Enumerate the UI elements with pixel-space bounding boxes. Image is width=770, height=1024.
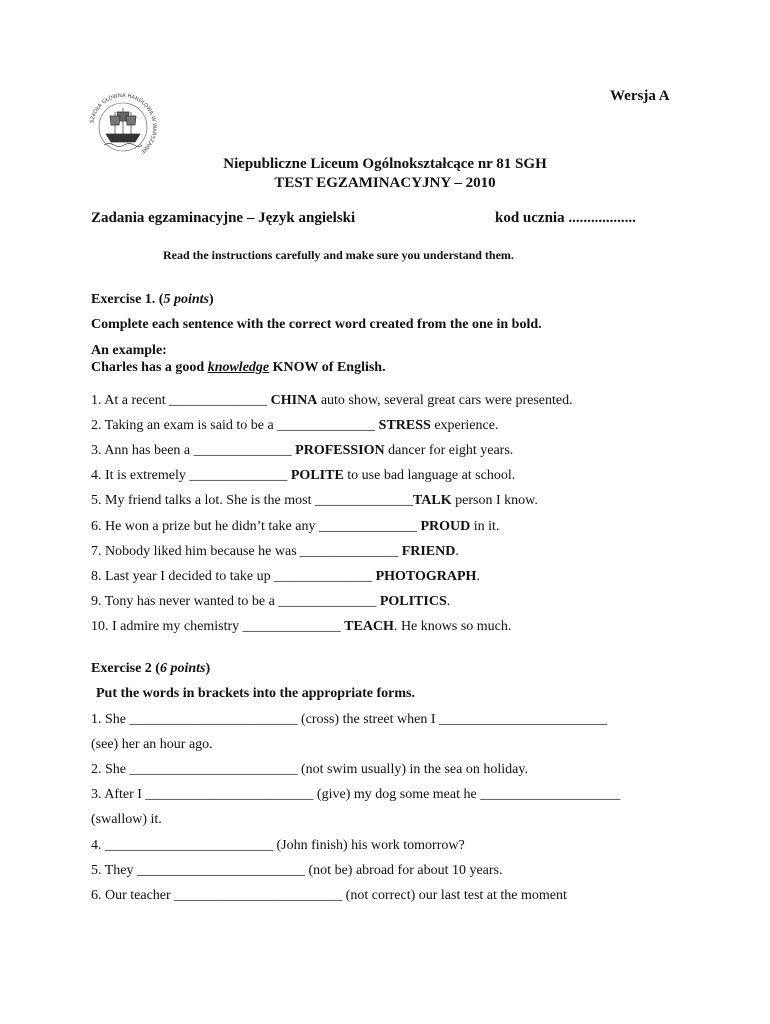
item-text: He won a prize but he didn’t take any ______________ xyxy=(105,518,421,534)
exercise1-item xyxy=(91,493,538,509)
item-number: 3. xyxy=(91,443,105,459)
item-text-end: person I know. xyxy=(451,493,538,509)
item-text: Last year I decided to take up ______________ xyxy=(105,568,376,584)
exercise1-item xyxy=(91,393,573,409)
item-text: I admire my chemistry ______________ xyxy=(112,618,345,634)
item-text-end: . He knows so much. xyxy=(393,618,512,634)
subject-heading: Zadania egzaminacyjne – Język angielski xyxy=(91,210,356,226)
item-number: 6. xyxy=(91,518,105,534)
seal-ring-text: SZKOŁA GŁÓWNA HANDLOWA W WARSZAWIE xyxy=(89,92,158,155)
item-keyword: POLITE xyxy=(290,468,344,484)
item-text-end: . xyxy=(455,543,459,559)
student-code-field: kod ucznia .................. xyxy=(495,210,636,226)
item-text: Tony has never wanted to be a ______________ xyxy=(104,593,380,609)
item-keyword: STRESS xyxy=(378,418,431,434)
exercise2-line: 5. They ________________________ (not be) abroad for about 10 years. xyxy=(91,862,503,878)
exercise2-line: (swallow) it. xyxy=(91,812,162,828)
exercise1-item xyxy=(91,443,513,459)
exercise2-instruction: Put the words in brackets into the appropriate forms. xyxy=(96,686,416,701)
exercise2-points: 6 points xyxy=(159,661,206,676)
item-keyword: TEACH xyxy=(344,618,394,634)
exercise2-line: 4. ________________________ (John finish) his work tomorrow? xyxy=(91,837,465,853)
item-keyword: PROUD xyxy=(420,518,471,534)
item-text-end: . xyxy=(446,593,451,609)
item-number: 5. xyxy=(91,493,105,509)
school-name: Niepubliczne Liceum Ogólnokształcące nr 81 SGH xyxy=(223,156,547,172)
exercise2-line: (see) her an hour ago. xyxy=(91,737,213,753)
exercise1-item xyxy=(91,468,515,484)
item-keyword: PHOTOGRAPH xyxy=(375,568,477,584)
item-text: Ann has been a ______________ xyxy=(104,443,296,459)
item-keyword: TALK xyxy=(412,493,452,509)
item-keyword: POLITICS xyxy=(379,593,447,609)
exercise2-heading: Exercise 2 (6 points) xyxy=(91,661,211,676)
exercise1-heading: Exercise 1. (5 points) xyxy=(91,292,214,307)
item-text-end: dancer for eight years. xyxy=(384,443,514,459)
item-text-end: to use bad language at school. xyxy=(343,468,516,484)
item-number: 1. xyxy=(91,393,105,408)
item-number: 10. xyxy=(91,618,112,634)
example-sentence: Charles has a good knowledge KNOW of English. xyxy=(91,360,386,375)
school-seal-logo xyxy=(84,88,162,166)
item-text: Nobody liked him because he was ______________ xyxy=(105,543,402,559)
exercise1-item xyxy=(91,619,511,635)
exercise2-line: 1. She ________________________ (cross) the street when I ________________________ xyxy=(91,712,608,727)
exercise1-points: 5 points xyxy=(163,292,209,307)
example-label: An example: xyxy=(91,343,167,358)
item-text: My friend talks a lot. She is the most ______________ xyxy=(105,493,413,509)
exercise1-item xyxy=(91,544,459,560)
item-number: 7. xyxy=(91,543,105,559)
exercise2-line: 3. After I ________________________ (give) my dog some meat he ____________________ xyxy=(91,787,621,803)
exercise1-item xyxy=(91,569,480,585)
exercise1-item xyxy=(91,594,450,610)
item-text: It is extremely ______________ xyxy=(105,468,291,484)
item-text: At a recent ______________ xyxy=(104,393,271,408)
exercise1-item xyxy=(91,418,498,434)
item-keyword: FRIEND xyxy=(401,543,456,559)
item-number: 4. xyxy=(91,468,105,484)
example-answer: knowledge xyxy=(207,360,270,375)
item-keyword: CHINA xyxy=(270,393,318,408)
exercise2-line: 6. Our teacher ________________________ (not correct) our last test at the moment xyxy=(91,887,567,903)
item-text-end: in it. xyxy=(470,518,500,534)
ship-seal-icon xyxy=(104,108,142,147)
item-text-end: experience. xyxy=(430,418,499,434)
item-number: 2. xyxy=(91,418,105,434)
exercise1-instruction: Complete each sentence with the correct word created from the one in bold. xyxy=(91,317,542,332)
item-number: 9. xyxy=(91,593,105,609)
version-label: Wersja A xyxy=(610,88,670,104)
item-text: Taking an exam is said to be a ______________ xyxy=(104,418,379,434)
item-keyword: PROFESSION xyxy=(295,443,385,459)
item-text-end: auto show, several great cars were presented. xyxy=(317,393,573,408)
item-number: 8. xyxy=(91,568,105,584)
test-title: TEST EGZAMINACYJNY – 2010 xyxy=(274,175,496,191)
exercise1-item xyxy=(91,519,499,535)
instructions-note: Read the instructions carefully and make sure you understand them. xyxy=(163,248,514,262)
exercise2-line: 2. She ________________________ (not swim usually) in the sea on holiday. xyxy=(91,762,528,778)
item-text-end: . xyxy=(476,568,480,584)
